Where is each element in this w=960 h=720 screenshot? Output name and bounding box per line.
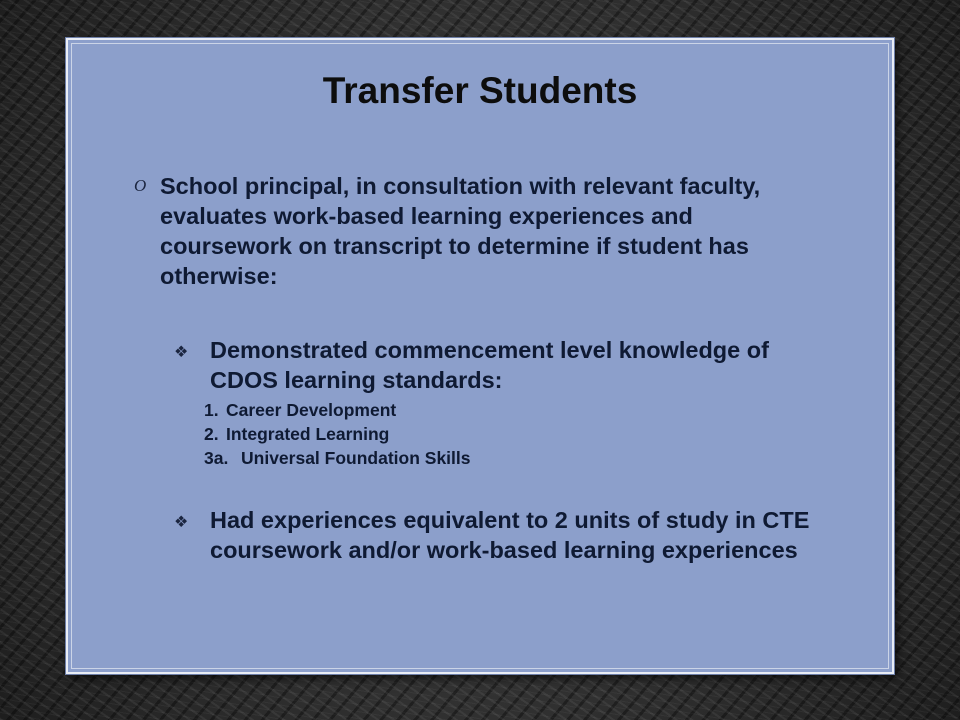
list-item-label: Universal Foundation Skills: [241, 448, 471, 468]
list-item: [204, 398, 471, 422]
list-item: [204, 446, 471, 470]
sub-bullet-cte: [174, 505, 854, 565]
list-item-number: 2.: [204, 424, 219, 444]
main-bullet-text: School principal, in consultation with relevant faculty, evaluates work-based learning experiences and coursework on transcript to determine if student has otherwise:: [160, 173, 761, 289]
list-item: [204, 422, 471, 446]
standards-list: [204, 398, 471, 470]
list-item-label: Integrated Learning: [226, 424, 390, 444]
sub-bullet-cdos: [174, 335, 814, 395]
main-bullet: [134, 171, 814, 291]
sub-bullet-text: Had experiences equivalent to 2 units of study in CTE coursework and/or work-based learning experiences: [210, 507, 810, 563]
sub-bullet-text: Demonstrated commencement level knowledge of CDOS learning standards:: [210, 337, 769, 393]
slide-title: Transfer Students: [322, 70, 638, 111]
list-item-number: 3a.: [204, 448, 229, 468]
list-item-label: Career Development: [226, 400, 397, 420]
diamond-bullet-icon: ❖: [174, 514, 189, 531]
slide-panel: [66, 38, 894, 674]
diamond-bullet-icon: ❖: [174, 344, 189, 361]
list-item-number: 1.: [204, 400, 219, 420]
circle-bullet-icon: O: [134, 176, 147, 195]
